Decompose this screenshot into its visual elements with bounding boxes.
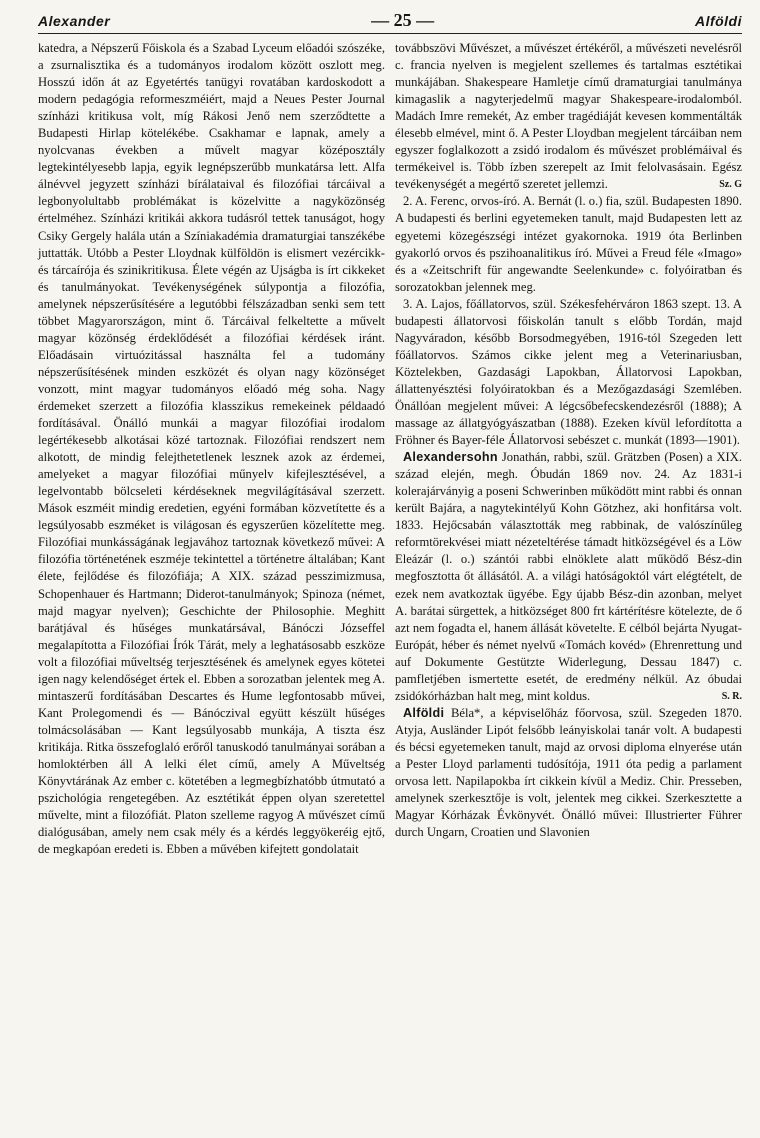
entry-alexandersohn	[395, 449, 742, 705]
entry-continuation-alexander-bernat: katedra, a Népszerű Főiskola és a Szabad Lyceum előadói szószéke, a zsurnalisztika és a tudományos irodalom között oszlott meg. Hosszú időn át az Egyetértés tanügyi rovatában kardoskodott a modern pedagógia reformeszméiért, majd a Neues Pester Journal színházi kritikusa volt, míg Rákosi Jenő nem szerződtette a Budapesti Hirlap kötelékébe. Csakhamar e lapnak, amely a nyolcvanas években a művelt magyar középosztály legtekintélyesebb lapja, egyik legnépszerűbb munkatársa lett. Alfa álnévvel jegyzett színházi bírálataival és filozófiai tárcáival a legbonyolultabb problémákat is közelvitte a nagyközönség értelméhez. Színházi kritikái akkora tudásról tettek tanuságot, hogy Csiky Gergely halála után a Színiakadémia dramaturgiai tanszékébe juttatták. Utóbb a Pester Lloydnak külföldön is elismert vezércikk- és tárcaírója és szinikritikusa. Élete végén az Ujságba is írt cikkeket és tanulmányokat. Tevékenységének súlypontja a filozófia, amelynek népszerűsítésére a legutóbbi félszázadban senki sem tett többet Magyarországon, mint ő. Tárcáival felkeltette a művelt magyar közönség érdeklődését a filozófiai kérdések iránt. Előadásain virtuózitással használta fel a tudomány népszerűsítésének minden eszközét és olyan nagy közönséget vonzott, mint magyar tudományos előadó még soha. Nagy érdemeket szerzett a filozófia klasszikus remekeinek példaadó fordításával. Önálló munkái a magyar filozófiai irodalom legértékesebb alkotásai közé tartoznak. Filozófiai rendszert nem alkotott, de mindig felejthetetlenek lesznek azok az érdemei, amelyeket a magyar filozófiai műnyelv kifejlesztésével, a legelvontabb bölcseleti kérdéseknek megvilágításával szerzett. Mások eszméit mindig eredetien, egyéni formában közvetítette és a legsúlyosabb eszméket is világosan és egyszerűen közelítette meg. Filozófiai munkásságának legjavához tartoznak következő művei: A filozófia történetének eszméje tekintettel a történetre általában; Kant élete, fejlődése és filozófiája; A XIX. század pesszimizmusa, Schopenhauer és Hartmann; Diderot-tanulmányok; Spinoza (német, majd magyar nyelven); Geschichte der Philosophie. Meghitt barátjával és hűséges munkatársával, Bánóczi Józseffel megalapította a Filozófiai Írók Tárát, mely a leghatásosabb eszköze volt a filozófiai műveltség terjesztésének és amelynek egyes kötetei igen nagy kelendőséget értek el. Ebben a sorozatban jelentek meg A. mintaszerű fordításában Descartes és Hume legfontosabb művei, Kant Prolegomendi és — Bánóczival együtt készült hűséges tolmácsolásában — Kant legsúlyosabb munkája, A tiszta ész kritikája. Ritka összefoglaló erőről tanuskodó tanulmányai sorában a homloktérben áll A lelki élet című, amely A Műveltség Könyvtárának Az ember c. kötetében a legmegbízhatóbb útmutató a pszichológia rengetegében. Az esztétikát éppen olyan szeretettel művelte, mint a filozófiát. Platon szelleme ragyog A művészet című dialógusában, amely nem csak mély és a kérdés leggyökeréig ejtő, de megkapóan eredeti is. Ebben a művében kifejtett gondolatait	[38, 41, 385, 857]
entry-alexander-lajos: 3. A. Lajos, főállatorvos, szül. Székesfehérváron 1863 szept. 13. A budapesti állatorvosi főiskolán tanult s előbb Tordán, majd Nagyváradon, később Borsodmegyében, 1916-tól Szegeden lett főállatorvos. Számos cikke jelent meg a Veterinariusban, Köztelekben, Gazdasági Lapokban, Állatorvosi Lapokban, állattenyésztési folyóiratokban és a Mezőgazdasági Szemlében. Önállóan megjelent művei: A légcsőbefecskendezésről (1888); A massage az állatgyógyászatban (1888). Ezeken kívül lefordította a Fröhner és Bayer-féle Állatorvosi sebészet c. munkát (1893—1901).	[395, 296, 742, 448]
right-column	[395, 40, 742, 858]
entry-alexander-ferenc: 2. A. Ferenc, orvos-író. A. Bernát (l. o.) fia, szül. Budapesten 1890. A budapesti és berlini egyetemeken tanult, majd Budapesten lett az egyetemi közegészségi intézet gyakornoka. 1919 óta Berlinben gyakorló orvos és pszihoanalitikus író. Művei a Freud féle «Imago» és a «Zeitschrift für angewandte Seelenkunde» c. folyóiratban és sorozatokban jelennek meg.	[395, 194, 742, 294]
entry-headword: Alexandersohn	[403, 450, 498, 465]
entry-headword: Alföldi	[403, 705, 445, 720]
two-column-body	[38, 40, 742, 858]
entry-continuation-end	[395, 40, 742, 193]
paragraph-text: Béla*, a képviselőház főorvosa, szül. Szegeden 1870. Atyja, Ausländer Lipót felsőbb leányiskolai tanár volt. A budapesti és bécsi egyetemeken tanult, majd az orvosi diploma elnyerése után a Pester Lloyd parlamenti tudósítója, 1911 óta pedig a parlament orvosa lett. Napilapokba írt cikkein kívül a Mediz. Chir. Presseben, amelynek szerkesztője is volt, jelentek meg cikkei. Szerkesztette a Magyar Kórházak Évkönyvét. Önálló művei: Illustrierter Führer durch Ungarn, Croatien und Slavonien	[395, 705, 742, 840]
entry-alfoldi	[395, 705, 742, 841]
header-right-headword: Alföldi	[694, 13, 742, 29]
page-number: — 25 —	[371, 10, 435, 30]
paragraph-text: továbbszövi Művészet, a művészet értékéről, a művészeti nevelésről c. francia nyelven is megjelent szellemes és tartalmas esztétikai munkájában. Shakespeare Hamletje című dramaturgiai tanulmánya kimagaslik a nagyterjedelmű magyar Shakespeare-irodalomból. Madách Imre remekét, Az ember tragédiáját kevesen kommentálták élesebb elmével, mint ő. A Pester Lloydban megjelent tárcáiban nem egyszer foglalkozott a zsidó irodalom és művészet problémáival és termékeivel is. Több ízben szerepelt az Imit felolvasásain. Egész tevékenységét a megértő szeretet jellemzi.	[395, 41, 742, 192]
paragraph-text: Jonathán, rabbi, szül. Grätzben (Posen) a XIX. század elején, megh. Óbudán 1869 nov. 24. Az 1831-i kolerajárványig a poseni Schwerinben működött mint rabbi és onnan került Bajára, a nagytekintélyű Kohn Götzhez, aki honfitársa volt. 1833. Hejőcsabán választották meg rabbinak, de valószínűleg reformtörekvései miatt nézeteltérése támadt hitközségével és a Löw Eleázár (l. o.) szántói rabbi elnöklete alatt működő Bész-din megfosztotta őt állásától. A. a világi hatóságoktól várt elégtételt, de ezek nem avatkoztak ügyébe. Egy újabb Bész-din azonban, melyet A. barátai sürgettek, a hitközséget 800 frt kártérítésre kötelezte, de ő azt nem fogadta el, hanem állását követelte. E célból bejárta Nyugat-Európát, héber és német nyelvű «Tomách kovéd» (Ehrenrettung und auf Dokumente Gestützte Widerlegung, Dessau 1847) c. pamfletjében ismertette esetét, de eredmény nélkül. Az óbudai zsidókórházban halt meg, mint koldus.	[395, 450, 742, 703]
author-signature: S. R.	[721, 690, 742, 702]
header-left-headword: Alexander	[38, 13, 111, 29]
running-header	[38, 10, 742, 34]
left-column	[38, 40, 385, 858]
author-signature: Sz. G	[719, 179, 742, 191]
